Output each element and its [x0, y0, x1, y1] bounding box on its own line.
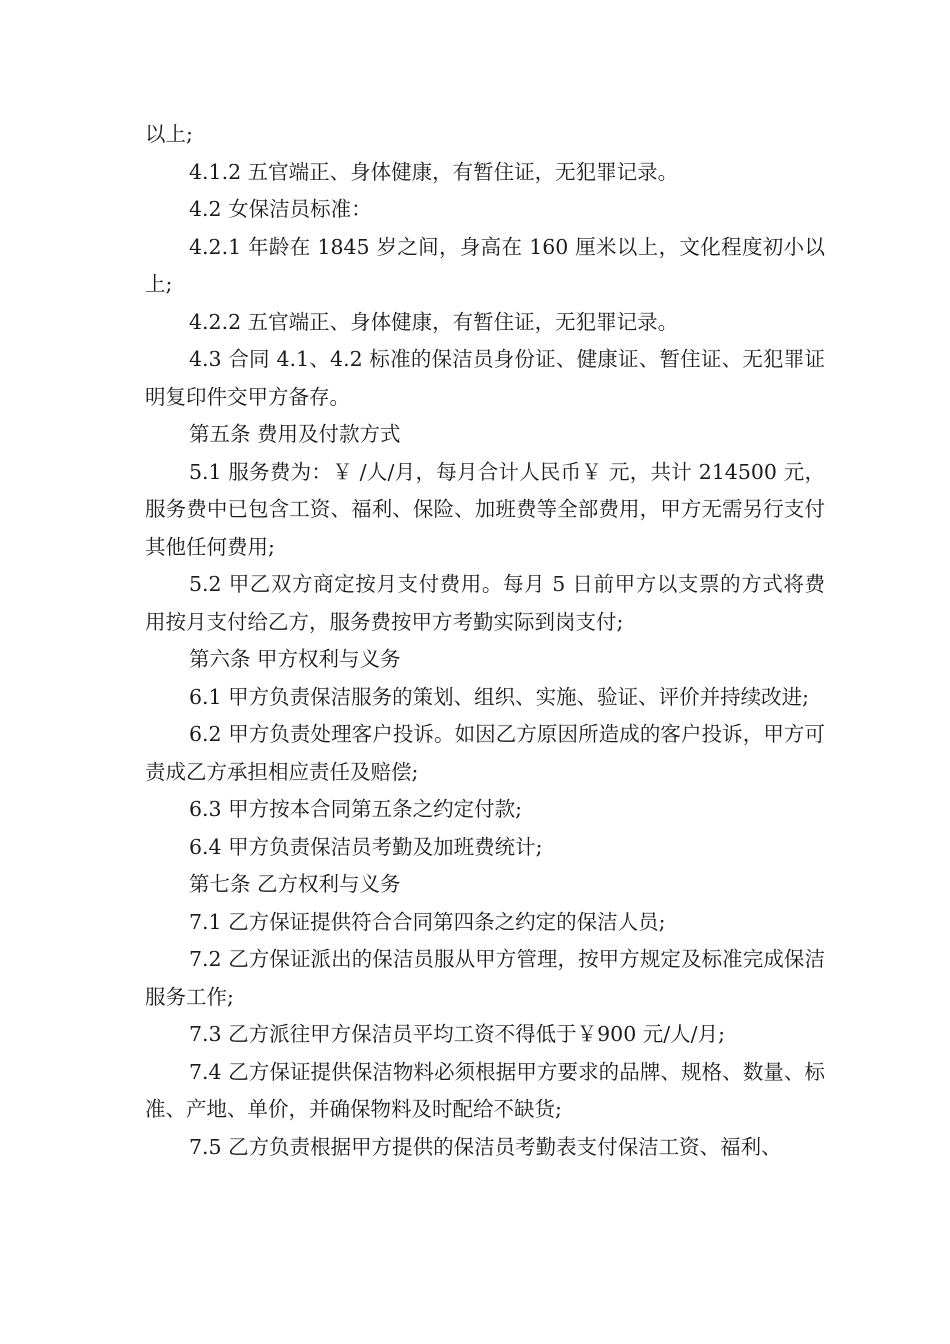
clause-6-2: 6.2 甲方负责处理客户投诉。如因乙方原因所造成的客户投诉，甲方可责成乙方承担相应责任及赔偿; — [145, 722, 825, 784]
paragraph-continuation: 以上; — [145, 122, 193, 146]
clause-7-1: 7.1 乙方保证提供符合合同第四条之约定的保洁人员; — [189, 909, 666, 934]
article-6-heading: 第六条 甲方权利与义务 — [189, 647, 401, 671]
clause-4-2-heading: 4.2 女保洁员标准： — [189, 197, 372, 221]
clause-5-2: 5.2 甲乙双方商定按月支付费用。每月 5 日前甲方以支票的方式将费 用按月支付给乙方，服务费按甲方考勤实际到岗支付; — [145, 572, 825, 634]
document-body — [145, 116, 825, 1166]
clause-6-4: 6.4 甲方负责保洁员考勤及加班费统计; — [189, 834, 543, 859]
clause-6-3: 6.3 甲方按本合同第五条之约定付款; — [189, 797, 523, 821]
clause-6-1: 6.1 甲方负责保洁服务的策划、组织、实施、验证、评价并持续改进; — [189, 684, 810, 709]
clause-7-5: 7.5 乙方负责根据甲方提供的保洁员考勤表支付保洁工资、福利、 — [189, 1134, 782, 1159]
article-7-heading: 第七条 乙方权利与义务 — [189, 872, 401, 896]
clause-7-4: 7.4 乙方保证提供保洁物料必须根据甲方要求的品牌、规格、数量、标准、产地、单价，并确保物料及时配给不缺货; — [145, 1059, 825, 1121]
clause-4-2-2: 4.2.2 五官端正、身体健康，有暂住证，无犯罪记录。 — [189, 309, 679, 334]
clause-4-3: 4.3 合同 4.1、4.2 标准的保洁员身份证、健康证、暂住证、无犯罪证明复印件交甲方备存。 — [145, 347, 825, 409]
clause-5-1: 5.1 服务费为：￥ /人/月，每月合计人民币￥ 元，共计 214500 元，服务费中已包含工资、福利、保险、加班费等全部费用，甲方无需另行支付其他任何费用; — [145, 459, 825, 559]
clause-4-2-1: 4.2.1 年龄在 1845 岁之间，身高在 160 厘米以上，文化程度初小以上; — [145, 234, 825, 296]
clause-7-2: 7.2 乙方保证派出的保洁员服从甲方管理，按甲方规定及标准完成保洁服务工作; — [145, 947, 825, 1009]
article-5-heading: 第五条 费用及付款方式 — [189, 422, 401, 446]
clause-7-3: 7.3 乙方派往甲方保洁员平均工资不得低于￥900 元/人/月; — [189, 1022, 725, 1046]
clause-4-1-2: 4.1.2 五官端正、身体健康，有暂住证，无犯罪记录。 — [189, 159, 679, 184]
